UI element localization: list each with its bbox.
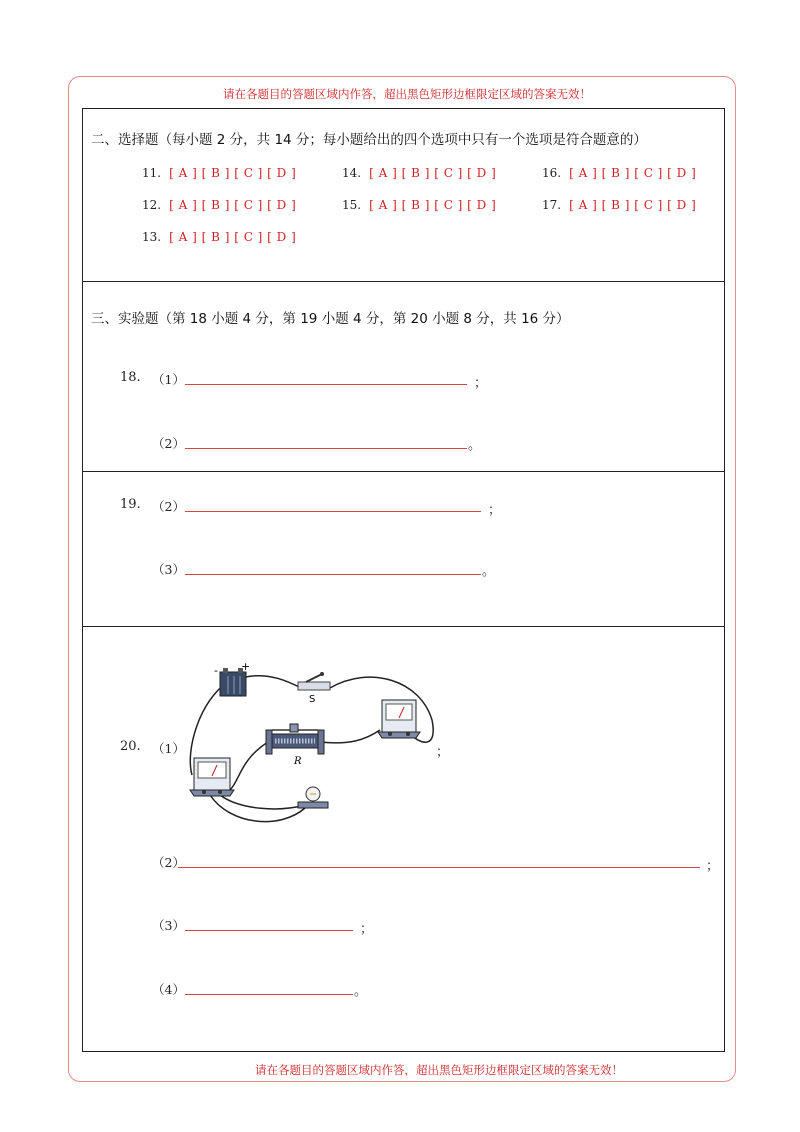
switch-icon: [298, 672, 330, 705]
wire: [220, 795, 305, 809]
q20-part3-label: （3）: [152, 918, 185, 933]
choice-16[interactable]: [542, 166, 696, 180]
notice-top: 请在各题目的答题区域内作答，超出黑色矩形边框限定区域的答案无效！: [223, 87, 591, 101]
q20-part2-label: （2）: [152, 855, 185, 870]
answer-frame: [82, 108, 725, 1052]
choice-13[interactable]: [142, 230, 296, 244]
choice-num: 15.: [342, 198, 362, 212]
notice-bottom: 请在各题目的答题区域内作答，超出黑色矩形边框限定区域的答案无效！: [255, 1063, 623, 1077]
choice-options[interactable]: [ A ] [ B ] [ C ] [ D ]: [169, 166, 297, 180]
choice-options[interactable]: [ A ] [ B ] [ C ] [ D ]: [369, 198, 497, 212]
rheostat-icon: [266, 724, 324, 767]
q19-part2-answer-line[interactable]: [185, 511, 481, 512]
wire: [242, 676, 305, 690]
rheostat-label: R: [294, 756, 302, 767]
q20-part3-end: ；: [360, 922, 374, 937]
wire: [320, 730, 380, 743]
battery-icon: [214, 660, 250, 696]
divider-2: [82, 471, 725, 472]
choice-11[interactable]: [142, 166, 296, 180]
switch-label: S: [309, 694, 316, 705]
q18-part1-end: ；: [474, 376, 488, 391]
q20-part1-label: （1）: [152, 741, 185, 756]
choice-num: 11.: [142, 166, 162, 180]
choice-15[interactable]: [342, 198, 496, 212]
choice-options[interactable]: [ A ] [ B ] [ C ] [ D ]: [369, 166, 497, 180]
choice-options[interactable]: [ A ] [ B ] [ C ] [ D ]: [569, 198, 697, 212]
choice-num: 13.: [142, 230, 162, 244]
battery-minus-label: -: [214, 664, 218, 677]
meter-icon: [190, 758, 234, 796]
q18-part1-label: （1）: [152, 372, 185, 387]
choice-num: 17.: [542, 198, 562, 212]
q18-part2-label: （2）: [152, 436, 185, 451]
q20-part3-answer-line[interactable]: [185, 930, 353, 931]
choice-17[interactable]: [542, 198, 696, 212]
choice-12[interactable]: [142, 198, 296, 212]
q19-part3-end: 。: [482, 564, 496, 579]
q19-part3-answer-line[interactable]: [185, 574, 481, 575]
choice-options[interactable]: [ A ] [ B ] [ C ] [ D ]: [169, 198, 297, 212]
divider-3: [82, 626, 725, 627]
q20-number: 20.: [120, 739, 141, 754]
meter-icon: [378, 700, 420, 738]
choice-14[interactable]: [342, 166, 496, 180]
q19-number: 19.: [120, 497, 141, 512]
choice-options[interactable]: [ A ] [ B ] [ C ] [ D ]: [169, 230, 297, 244]
q20-part1-end: ；: [436, 745, 450, 760]
q19-part2-label: （2）: [152, 499, 185, 514]
q18-part1-answer-line[interactable]: [185, 384, 467, 385]
q20-part2-end: ；: [706, 859, 720, 874]
lightbulb-icon: [298, 787, 328, 808]
q20-part4-answer-line[interactable]: [185, 994, 353, 995]
q20-part2-answer-line[interactable]: [178, 867, 700, 868]
wire: [230, 742, 268, 790]
q18-number: 18.: [120, 370, 141, 385]
q19-part2-end: ；: [488, 503, 502, 518]
q19-part3-label: （3）: [152, 562, 185, 577]
q18-part2-end: 。: [468, 438, 482, 453]
choice-num: 12.: [142, 198, 162, 212]
section3-title: 三、实验题（第 18 小题 4 分，第 19 小题 4 分，第 20 小题 8 分，共 16 分）: [91, 311, 570, 327]
q18-part2-answer-line[interactable]: [185, 448, 467, 449]
section2-title: 二、选择题（每小题 2 分，共 14 分；每小题给出的四个选项中只有一个选项是符合题意的）: [91, 132, 647, 148]
battery-plus-label: +: [241, 660, 251, 673]
choice-num: 16.: [542, 166, 562, 180]
q20-part4-label: （4）: [152, 982, 185, 997]
choice-num: 14.: [342, 166, 362, 180]
circuit-diagram: [180, 660, 440, 830]
divider-1: [82, 281, 725, 282]
choice-options[interactable]: [ A ] [ B ] [ C ] [ D ]: [569, 166, 697, 180]
q20-part4-end: 。: [354, 984, 368, 999]
